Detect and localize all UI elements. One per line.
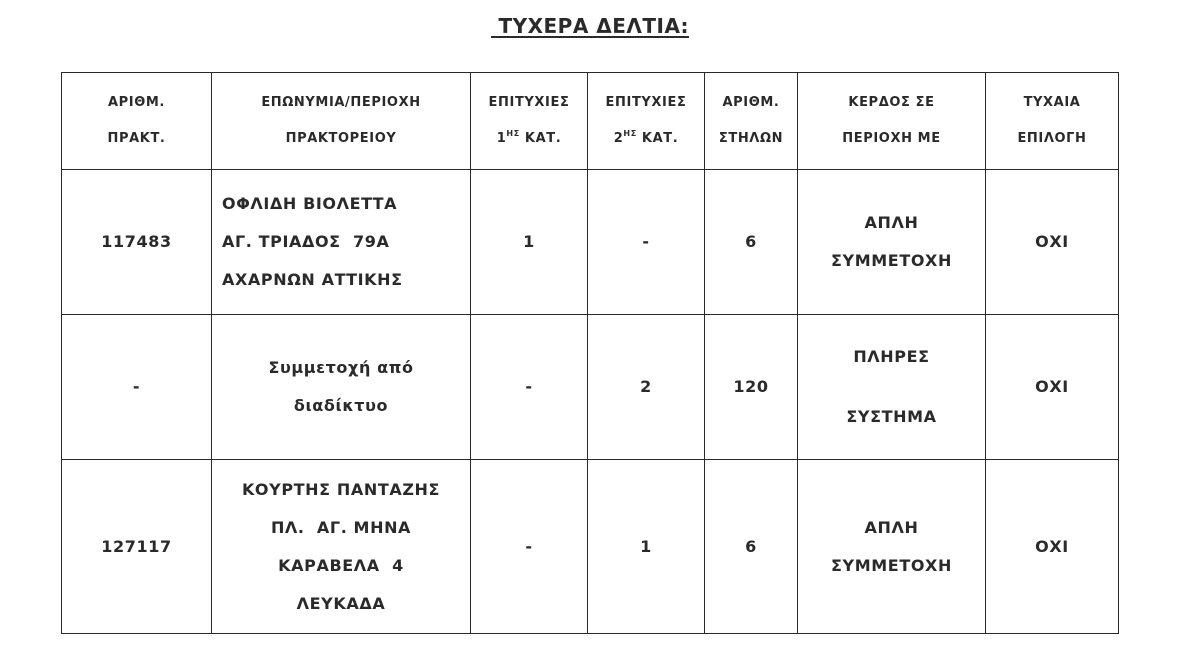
cell-wins-1st: 1 — [471, 170, 588, 315]
cell-agency-number: - — [62, 315, 212, 460]
cell-wins-2nd: - — [588, 170, 705, 315]
cell-random-pick: ΟΧΙ — [986, 460, 1119, 634]
table-row — [62, 315, 1119, 460]
header-random-pick: ΤΥΧΑΙΑ ΕΠΙΛΟΓΗ — [986, 73, 1119, 170]
header-columns-count: ΑΡΙΘΜ. ΣΤΗΛΩΝ — [705, 73, 798, 170]
cell-wins-1st: - — [471, 315, 588, 460]
table-header-row — [62, 73, 1119, 170]
header-agency-number: ΑΡΙΘΜ. ΠΡΑΚΤ. — [62, 73, 212, 170]
cell-win-type: ΠΛΗΡΕΣ ΣΥΣΤΗΜΑ — [798, 315, 986, 460]
header-agency-name: ΕΠΩΝΥΜΙΑ/ΠΕΡΙΟΧΗ ΠΡΑΚΤΟΡΕΙΟΥ — [212, 73, 471, 170]
cell-agency-number: 117483 — [62, 170, 212, 315]
header-wins-1st-category: ΕΠΙΤΥΧΙΕΣ $1^{H\Sigma}$ ΚΑΤ. — [471, 73, 588, 170]
document-title: ΤΥΧΕΡΑ ΔΕΛΤΙΑ: — [491, 14, 689, 38]
cell-win-type: ΑΠΛΗ ΣΥΜΜΕΤΟΧΗ — [798, 460, 986, 634]
cell-win-type: ΑΠΛΗ ΣΥΜΜΕΤΟΧΗ — [798, 170, 986, 315]
cell-random-pick: ΟΧΙ — [986, 315, 1119, 460]
cell-agency-name: ΟΦΛΙΔΗ ΒΙΟΛΕΤΤΑ ΑΓ. ΤΡΙΑΔΟΣ 79Α ΑΧΑΡΝΩΝ ΑΤΤΙΚΗΣ — [212, 170, 471, 315]
header-wins-2nd-category: ΕΠΙΤΥΧΙΕΣ $2^{H\Sigma}$ ΚΑΤ. — [588, 73, 705, 170]
cell-columns: 6 — [705, 460, 798, 634]
cell-columns: 6 — [705, 170, 798, 315]
cell-agency-number: 127117 — [62, 460, 212, 634]
cell-wins-1st: - — [471, 460, 588, 634]
lucky-tickets-table — [61, 72, 1119, 634]
cell-wins-2nd: 2 — [588, 315, 705, 460]
table-row — [62, 170, 1119, 315]
header-win-type: ΚΕΡΔΟΣ ΣΕ ΠΕΡΙΟΧΗ ΜΕ — [798, 73, 986, 170]
cell-random-pick: ΟΧΙ — [986, 170, 1119, 315]
cell-columns: 120 — [705, 315, 798, 460]
cell-wins-2nd: 1 — [588, 460, 705, 634]
cell-agency-name: ΚΟΥΡΤΗΣ ΠΑΝΤΑΖΗΣ ΠΛ. ΑΓ. ΜΗΝΑ ΚΑΡΑΒΕΛΑ 4 ΛΕΥΚΑΔΑ — [212, 460, 471, 634]
cell-agency-name: Συμμετοχή από διαδίκτυο — [212, 315, 471, 460]
table-row — [62, 460, 1119, 634]
